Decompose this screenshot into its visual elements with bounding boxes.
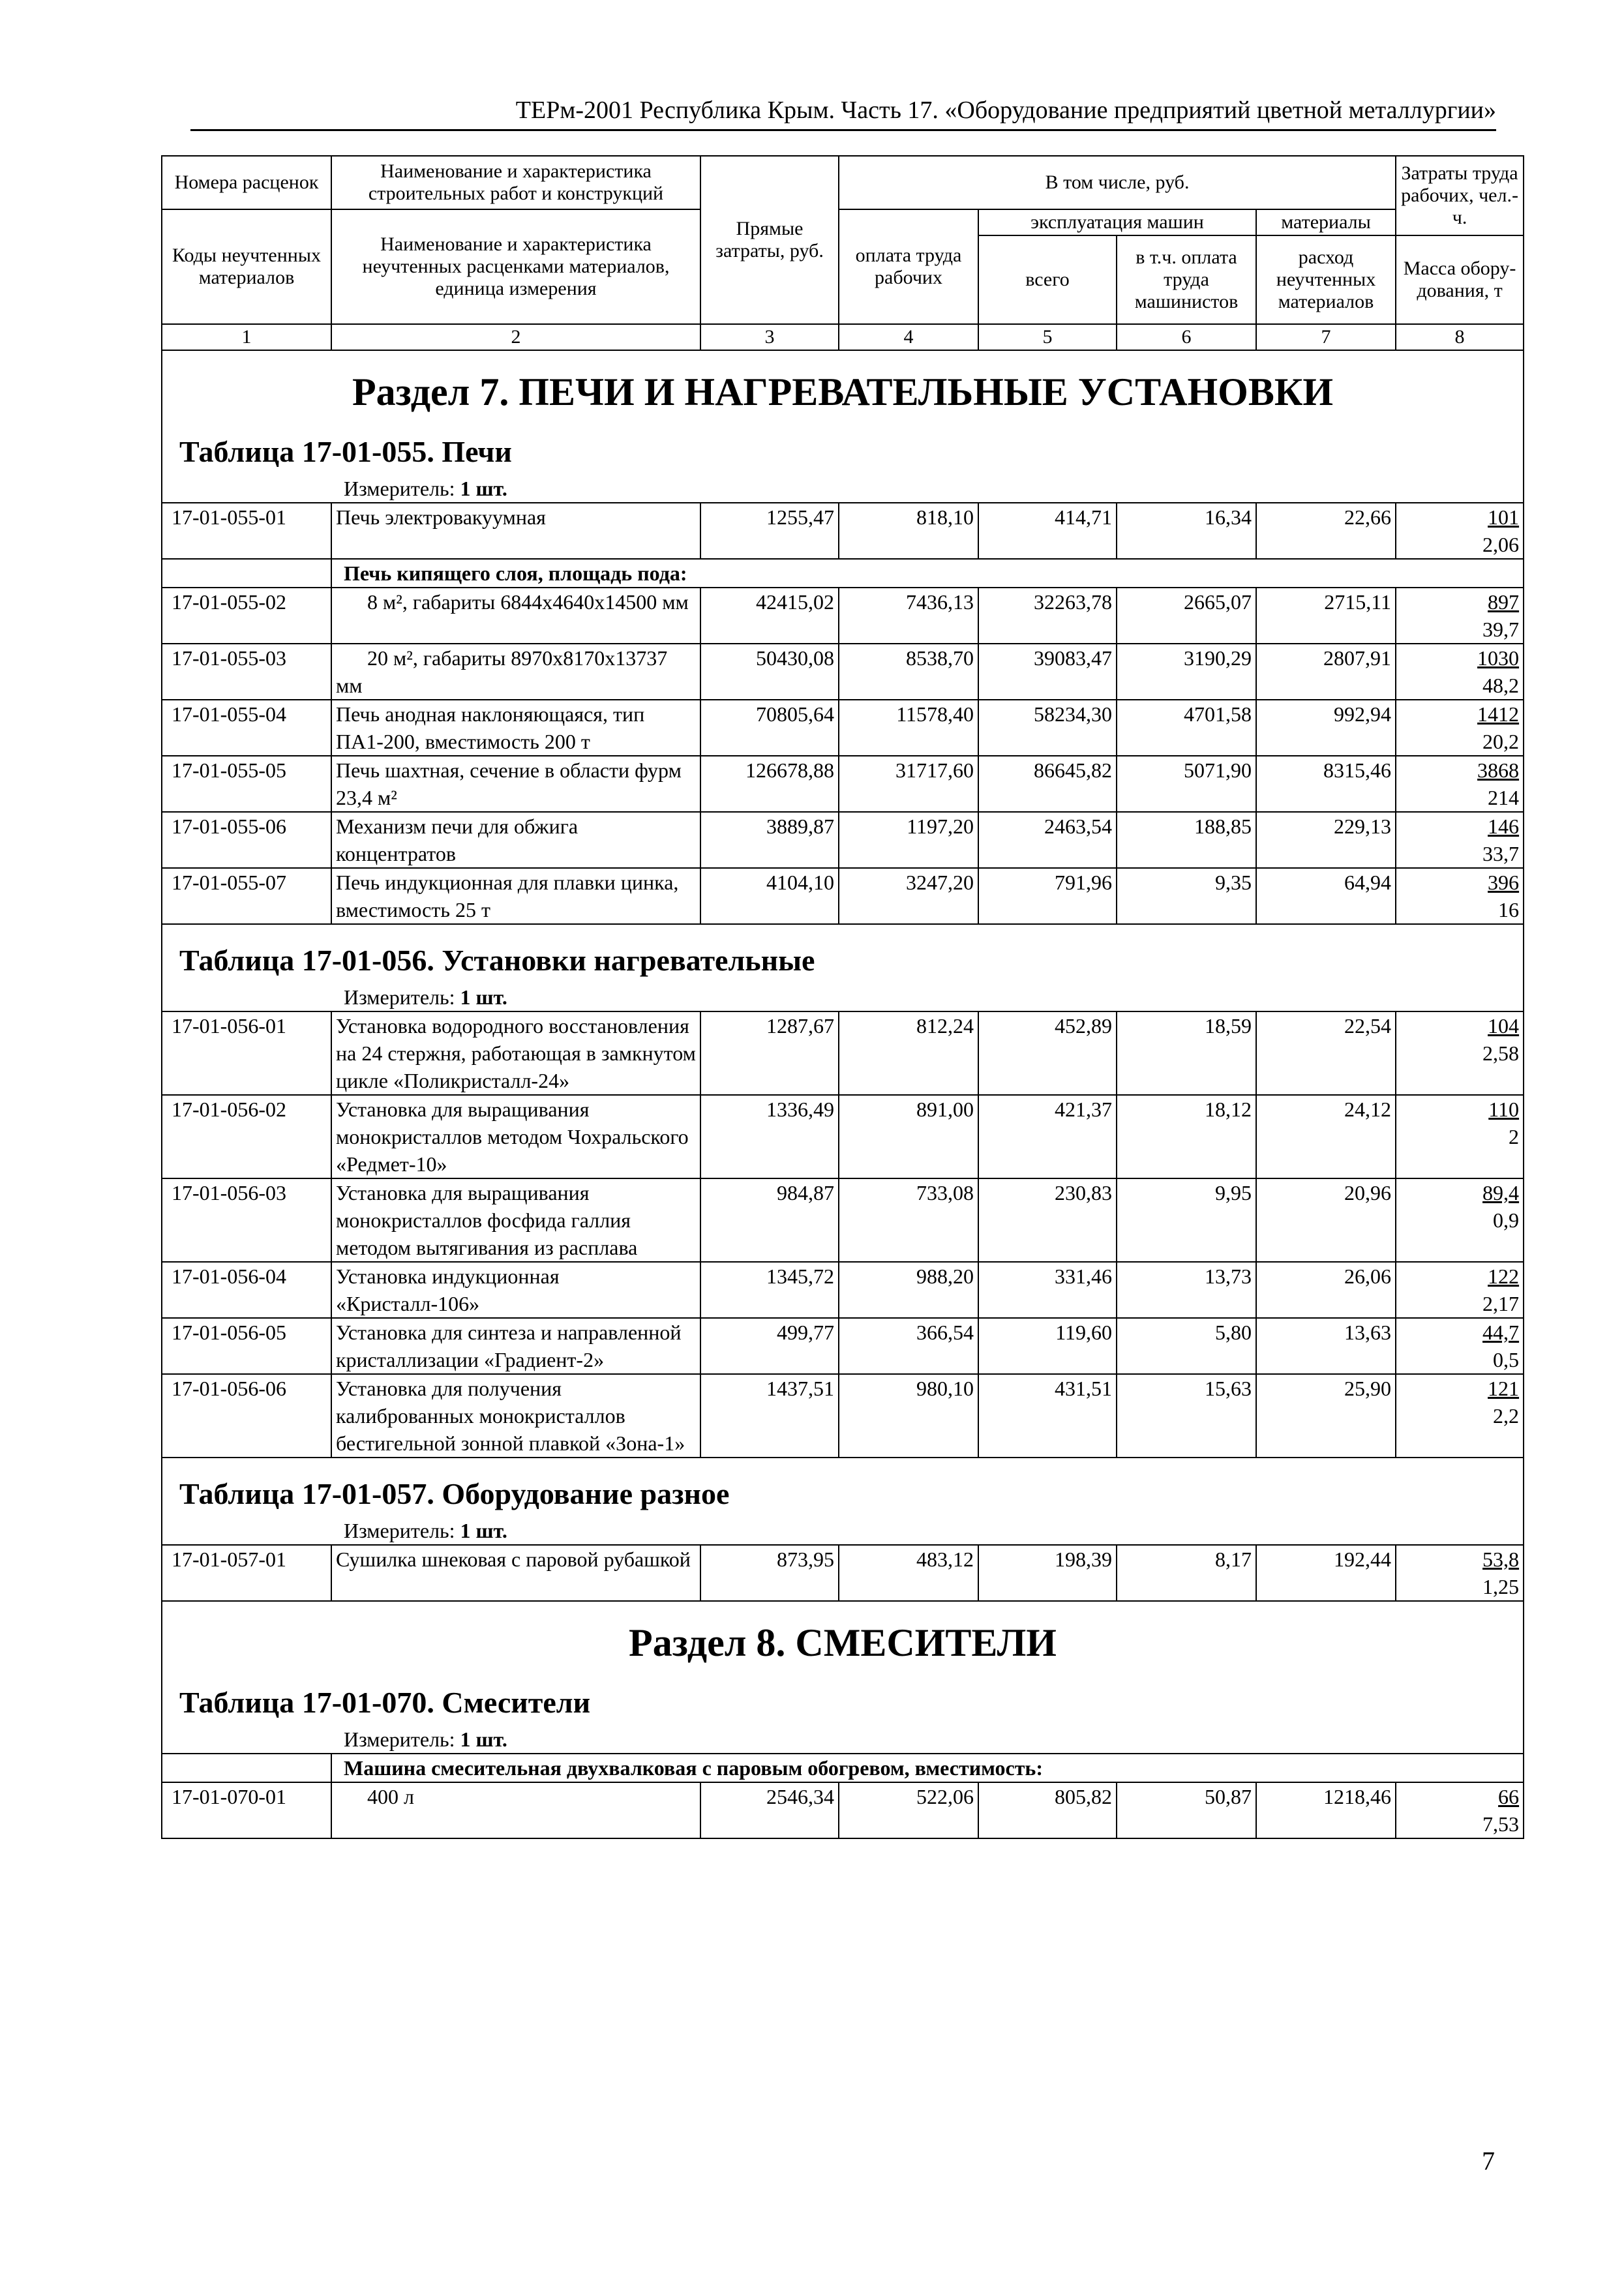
- machines-total: 2463,54: [978, 812, 1117, 868]
- machinist-pay: 188,85: [1117, 812, 1256, 868]
- materials-cost: 20,96: [1256, 1178, 1396, 1262]
- machines-total: 805,82: [978, 1782, 1117, 1838]
- table-row: [162, 1782, 1524, 1838]
- col-head-including: В том числе, руб.: [839, 156, 1396, 209]
- materials-cost: 25,90: [1256, 1374, 1396, 1458]
- col-head-labor: Затраты труда рабочих, чел.-ч.: [1396, 156, 1524, 235]
- rate-name: 8 м², габариты 6844х4640х14500 мм: [331, 588, 700, 644]
- worker-pay: 522,06: [839, 1782, 978, 1838]
- labor-hours: 1412: [1477, 702, 1520, 726]
- table-title: Таблица 17-01-056. Установки нагревательные: [162, 924, 1524, 981]
- direct-costs: 50430,08: [700, 644, 839, 700]
- labor-hours: 53,8: [1482, 1548, 1520, 1571]
- direct-costs: 1255,47: [700, 503, 839, 559]
- worker-pay: 891,00: [839, 1095, 978, 1178]
- materials-cost: 229,13: [1256, 812, 1396, 868]
- machinist-pay: 9,95: [1117, 1178, 1256, 1262]
- equipment-mass: 48,2: [1482, 674, 1520, 697]
- equipment-mass: 16: [1498, 898, 1520, 921]
- rate-code: 17-01-056-05: [162, 1318, 331, 1374]
- machinist-pay: 3190,29: [1117, 644, 1256, 700]
- machinist-pay: 2665,07: [1117, 588, 1256, 644]
- machinist-pay: 5,80: [1117, 1318, 1256, 1374]
- table-row: [162, 588, 1524, 644]
- col-number: 5: [978, 324, 1117, 350]
- machinist-pay: 16,34: [1117, 503, 1256, 559]
- direct-costs: 1345,72: [700, 1262, 839, 1318]
- labor-and-mass: [1396, 1374, 1524, 1458]
- table-title: Таблица 17-01-070. Смесители: [162, 1675, 1524, 1723]
- measure-unit: Измеритель: 1 шт.: [162, 472, 1524, 503]
- labor-hours: 89,4: [1482, 1181, 1520, 1204]
- direct-costs: 1437,51: [700, 1374, 839, 1458]
- col-number: 8: [1396, 324, 1524, 350]
- rate-code: 17-01-055-02: [162, 588, 331, 644]
- equipment-mass: 0,9: [1493, 1208, 1520, 1232]
- rate-name: Установка для получения калиброванных монокристаллов бестигельной зонной плавкой «Зона-1»: [331, 1374, 700, 1458]
- table-row: [162, 644, 1524, 700]
- running-header: ТЕРм-2001 Республика Крым. Часть 17. «Оборудование предприятий цветной металлургии»: [190, 91, 1496, 131]
- labor-hours: 897: [1488, 590, 1520, 614]
- rate-code: 17-01-055-03: [162, 644, 331, 700]
- col-head-rate-numbers: Номера расценок: [162, 156, 331, 209]
- rate-code: 17-01-055-06: [162, 812, 331, 868]
- table-row: [162, 756, 1524, 812]
- materials-cost: 13,63: [1256, 1318, 1396, 1374]
- machines-total: 421,37: [978, 1095, 1117, 1178]
- machinist-pay: 15,63: [1117, 1374, 1256, 1458]
- machines-total: 414,71: [978, 503, 1117, 559]
- col-head-material-consumption: расход неучтенных материалов: [1256, 235, 1396, 324]
- col-head-machinist-pay: в т.ч. оплата труда машинистов: [1117, 235, 1256, 324]
- materials-cost: 24,12: [1256, 1095, 1396, 1178]
- direct-costs: 499,77: [700, 1318, 839, 1374]
- rate-code: 17-01-055-01: [162, 503, 331, 559]
- rate-code: 17-01-055-05: [162, 756, 331, 812]
- table-row: [162, 1545, 1524, 1601]
- equipment-mass: 20,2: [1482, 730, 1520, 753]
- materials-cost: 2715,11: [1256, 588, 1396, 644]
- labor-and-mass: [1396, 1011, 1524, 1095]
- group-heading: Печь кипящего слоя, площадь пода:: [331, 559, 1524, 588]
- equipment-mass: 33,7: [1482, 842, 1520, 865]
- rate-code: 17-01-070-01: [162, 1782, 331, 1838]
- direct-costs: 126678,88: [700, 756, 839, 812]
- machinist-pay: 9,35: [1117, 868, 1256, 924]
- table-row: [162, 812, 1524, 868]
- rate-code: 17-01-057-01: [162, 1545, 331, 1601]
- materials-cost: 26,06: [1256, 1262, 1396, 1318]
- direct-costs: 3889,87: [700, 812, 839, 868]
- direct-costs: 4104,10: [700, 868, 839, 924]
- labor-and-mass: [1396, 868, 1524, 924]
- table-title: Таблица 17-01-055. Печи: [162, 424, 1524, 472]
- rate-code: 17-01-056-04: [162, 1262, 331, 1318]
- machines-total: 86645,82: [978, 756, 1117, 812]
- machines-total: 119,60: [978, 1318, 1117, 1374]
- direct-costs: 70805,64: [700, 700, 839, 756]
- table-row: [162, 1374, 1524, 1458]
- measure-unit: Измеритель: 1 шт.: [162, 1723, 1524, 1754]
- materials-cost: 1218,46: [1256, 1782, 1396, 1838]
- worker-pay: 7436,13: [839, 588, 978, 644]
- worker-pay: 733,08: [839, 1178, 978, 1262]
- materials-cost: 64,94: [1256, 868, 1396, 924]
- rate-name: Установка для выращивания монокристаллов методом Чохральского «Редмет-10»: [331, 1095, 700, 1178]
- worker-pay: 366,54: [839, 1318, 978, 1374]
- machines-total: 431,51: [978, 1374, 1117, 1458]
- equipment-mass: 39,7: [1482, 618, 1520, 641]
- materials-cost: 2807,91: [1256, 644, 1396, 700]
- materials-cost: 992,94: [1256, 700, 1396, 756]
- labor-hours: 101: [1488, 505, 1520, 529]
- rate-name: Установка индукционная «Кристалл-106»: [331, 1262, 700, 1318]
- page-number: 7: [1482, 2146, 1495, 2176]
- labor-hours: 3868: [1477, 758, 1520, 782]
- table-row: [162, 1011, 1524, 1095]
- rate-code: 17-01-056-03: [162, 1178, 331, 1262]
- col-number: 3: [700, 324, 839, 350]
- machinist-pay: 18,59: [1117, 1011, 1256, 1095]
- labor-and-mass: [1396, 812, 1524, 868]
- labor-and-mass: [1396, 644, 1524, 700]
- labor-hours: 66: [1498, 1785, 1520, 1808]
- machines-total: 791,96: [978, 868, 1117, 924]
- machinist-pay: 5071,90: [1117, 756, 1256, 812]
- labor-hours: 1030: [1477, 646, 1520, 670]
- table-row: [162, 1178, 1524, 1262]
- section-title: Раздел 7. ПЕЧИ И НАГРЕВАТЕЛЬНЫЕ УСТАНОВКИ: [162, 350, 1524, 424]
- table-row: [162, 1095, 1524, 1178]
- labor-and-mass: [1396, 503, 1524, 559]
- col-head-materials: материалы: [1256, 209, 1396, 235]
- machines-total: 331,46: [978, 1262, 1117, 1318]
- machines-total: 32263,78: [978, 588, 1117, 644]
- labor-hours: 122: [1488, 1264, 1520, 1288]
- rate-name: Печь анодная наклоняющаяся, тип ПА1-200, вместимость 200 т: [331, 700, 700, 756]
- table-row: [162, 1318, 1524, 1374]
- rates-table: [161, 155, 1524, 1839]
- labor-hours: 146: [1488, 815, 1520, 838]
- group-heading: Машина смесительная двухвалковая с паровым обогревом, вместимость:: [331, 1754, 1524, 1782]
- col-head-mass: Масса обору-дования, т: [1396, 235, 1524, 324]
- materials-cost: 22,66: [1256, 503, 1396, 559]
- col-number: 2: [331, 324, 700, 350]
- labor-and-mass: [1396, 1545, 1524, 1601]
- table-row: [162, 503, 1524, 559]
- col-head-material-name: Наименование и характеристика неучтенных расценками материалов, единица измерения: [331, 209, 700, 324]
- worker-pay: 483,12: [839, 1545, 978, 1601]
- machines-total: 58234,30: [978, 700, 1117, 756]
- machinist-pay: 18,12: [1117, 1095, 1256, 1178]
- machines-total: 198,39: [978, 1545, 1117, 1601]
- col-number: 6: [1117, 324, 1256, 350]
- materials-cost: 22,54: [1256, 1011, 1396, 1095]
- table-title: Таблица 17-01-057. Оборудование разное: [162, 1458, 1524, 1514]
- machines-total: 39083,47: [978, 644, 1117, 700]
- labor-hours: 104: [1488, 1014, 1520, 1038]
- col-head-work-name: Наименование и характеристика строительных работ и конструкций: [331, 156, 700, 209]
- rate-name: Механизм печи для обжига концентратов: [331, 812, 700, 868]
- equipment-mass: 2,06: [1482, 533, 1520, 556]
- table-row: [162, 1262, 1524, 1318]
- table-row: [162, 868, 1524, 924]
- direct-costs: 1336,49: [700, 1095, 839, 1178]
- rate-code: 17-01-055-04: [162, 700, 331, 756]
- machines-total: 452,89: [978, 1011, 1117, 1095]
- labor-hours: 44,7: [1482, 1321, 1520, 1344]
- col-number: 4: [839, 324, 978, 350]
- machinist-pay: 4701,58: [1117, 700, 1256, 756]
- rate-name: Печь индукционная для плавки цинка, вместимость 25 т: [331, 868, 700, 924]
- equipment-mass: 2,2: [1493, 1404, 1520, 1428]
- col-head-direct-costs: Прямые затраты, руб.: [700, 156, 839, 324]
- measure-unit: Измеритель: 1 шт.: [162, 1514, 1524, 1545]
- rate-code: 17-01-056-01: [162, 1011, 331, 1095]
- equipment-mass: 2,58: [1482, 1041, 1520, 1065]
- col-number: 1: [162, 324, 331, 350]
- worker-pay: 818,10: [839, 503, 978, 559]
- equipment-mass: 214: [1488, 786, 1520, 809]
- worker-pay: 980,10: [839, 1374, 978, 1458]
- col-head-worker-pay: оплата труда рабочих: [839, 209, 978, 324]
- labor-and-mass: [1396, 1095, 1524, 1178]
- machinist-pay: 13,73: [1117, 1262, 1256, 1318]
- labor-and-mass: [1396, 1318, 1524, 1374]
- rate-name: Печь шахтная, сечение в области фурм 23,4 м²: [331, 756, 700, 812]
- labor-and-mass: [1396, 1262, 1524, 1318]
- rate-name: Печь электровакуумная: [331, 503, 700, 559]
- equipment-mass: 7,53: [1482, 1812, 1520, 1836]
- rate-name: 400 л: [331, 1782, 700, 1838]
- rate-name: Установка водородного восстановления на 24 стержня, работающая в замкнутом цикле «Поликристалл-24»: [331, 1011, 700, 1095]
- worker-pay: 1197,20: [839, 812, 978, 868]
- equipment-mass: 1,25: [1482, 1575, 1520, 1598]
- table-row: [162, 700, 1524, 756]
- worker-pay: 3247,20: [839, 868, 978, 924]
- rate-name: Сушилка шнековая с паровой рубашкой: [331, 1545, 700, 1601]
- col-head-machines: эксплуатация машин: [978, 209, 1256, 235]
- col-number: 7: [1256, 324, 1396, 350]
- worker-pay: 31717,60: [839, 756, 978, 812]
- labor-and-mass: [1396, 756, 1524, 812]
- equipment-mass: 2,17: [1482, 1292, 1520, 1315]
- equipment-mass: 0,5: [1493, 1348, 1520, 1371]
- direct-costs: 984,87: [700, 1178, 839, 1262]
- labor-and-mass: [1396, 1782, 1524, 1838]
- rate-name: 20 м², габариты 8970х8170х13737 мм: [331, 644, 700, 700]
- rate-code: 17-01-055-07: [162, 868, 331, 924]
- labor-hours: 396: [1488, 871, 1520, 894]
- direct-costs: 873,95: [700, 1545, 839, 1601]
- col-head-material-codes: Коды неучтенных материалов: [162, 209, 331, 324]
- labor-hours: 121: [1488, 1377, 1520, 1400]
- direct-costs: 2546,34: [700, 1782, 839, 1838]
- labor-hours: 110: [1488, 1098, 1520, 1121]
- materials-cost: 192,44: [1256, 1545, 1396, 1601]
- equipment-mass: 2: [1509, 1125, 1520, 1148]
- rate-name: Установка для выращивания монокристаллов фосфида галлия методом вытягивания из расплава: [331, 1178, 700, 1262]
- machinist-pay: 8,17: [1117, 1545, 1256, 1601]
- worker-pay: 11578,40: [839, 700, 978, 756]
- rate-name: Установка для синтеза и направленной кристаллизации «Градиент-2»: [331, 1318, 700, 1374]
- direct-costs: 42415,02: [700, 588, 839, 644]
- labor-and-mass: [1396, 588, 1524, 644]
- worker-pay: 988,20: [839, 1262, 978, 1318]
- materials-cost: 8315,46: [1256, 756, 1396, 812]
- direct-costs: 1287,67: [700, 1011, 839, 1095]
- col-head-machines-total: всего: [978, 235, 1117, 324]
- rate-code: 17-01-056-02: [162, 1095, 331, 1178]
- worker-pay: 812,24: [839, 1011, 978, 1095]
- worker-pay: 8538,70: [839, 644, 978, 700]
- machines-total: 230,83: [978, 1178, 1117, 1262]
- labor-and-mass: [1396, 700, 1524, 756]
- labor-and-mass: [1396, 1178, 1524, 1262]
- machinist-pay: 50,87: [1117, 1782, 1256, 1838]
- section-title: Раздел 8. СМЕСИТЕЛИ: [162, 1601, 1524, 1675]
- rate-code: 17-01-056-06: [162, 1374, 331, 1458]
- measure-unit: Измеритель: 1 шт.: [162, 981, 1524, 1011]
